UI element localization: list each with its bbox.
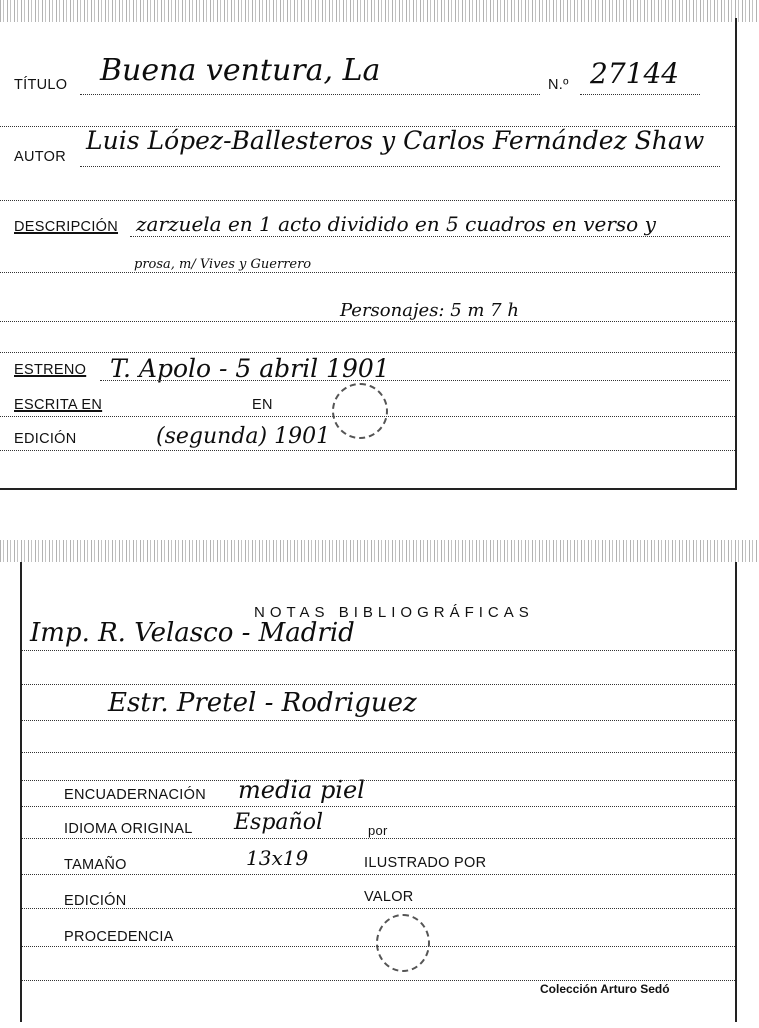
label-ilustrado-por: ILUSTRADO POR: [364, 855, 487, 871]
rule-idioma-original: [22, 838, 735, 839]
rule-procedencia: [22, 946, 735, 947]
rule-descripcion-1: [130, 236, 730, 237]
label-encuadernacion: ENCUADERNACIÓN: [64, 787, 206, 803]
heading-notas-bibliograficas: NOTAS BIBLIOGRÁFICAS: [254, 604, 534, 621]
handwritten-titulo: Buena ventura, La: [100, 53, 381, 88]
handwritten-tamano: 13x19: [246, 846, 309, 870]
handwritten-descripcion-line3: Personajes: 5 m 7 h: [340, 300, 519, 321]
label-tamano: TAMAÑO: [64, 857, 127, 873]
stamp-circle-back: [376, 914, 430, 972]
handwritten-descripcion-line1: zarzuela en 1 acto dividido en 5 cuadros en verso y: [136, 212, 656, 236]
label-por: por: [368, 823, 388, 838]
handwritten-numero: 27144: [590, 57, 680, 90]
catalog-card-back: [20, 562, 737, 1022]
label-descripcion: DESCRIPCIÓN: [14, 219, 119, 235]
label-edicion-back: EDICIÓN: [64, 893, 127, 909]
rule-nota-blank-2: [22, 752, 735, 753]
rule-estreno: [100, 380, 730, 381]
handwritten-nota-2: Estr. Pretel - Rodriguez: [108, 688, 417, 718]
handwritten-edicion-front: (segunda) 1901: [156, 424, 331, 449]
rule-encuadernacion: [22, 806, 735, 807]
rule-nota-blank-3: [22, 780, 735, 781]
label-procedencia: PROCEDENCIA: [64, 929, 174, 945]
handwritten-autor: Luis López-Ballesteros y Carlos Fernández Shaw: [86, 126, 705, 155]
rule-descripcion-2: [0, 272, 735, 273]
catalog-card-front: [0, 18, 737, 490]
label-en: EN: [252, 397, 273, 413]
rule-numero: [580, 94, 700, 95]
rule-edicion-back: [22, 908, 735, 909]
rule-titulo: [80, 94, 540, 95]
rule-descripcion-3: [0, 321, 735, 322]
handwritten-idioma-original: Español: [234, 810, 323, 835]
rule-tamano: [22, 874, 735, 875]
rule-blank-final: [22, 980, 735, 981]
handwritten-nota-1: Imp. R. Velasco - Madrid: [30, 618, 355, 648]
rule-blank-2: [0, 200, 735, 201]
label-edicion-front: EDICIÓN: [14, 431, 77, 447]
label-titulo: TÍTULO: [14, 77, 68, 93]
label-idioma-original: IDIOMA ORIGINAL: [64, 821, 193, 837]
rule-autor: [80, 166, 720, 167]
rule-edicion-front: [0, 450, 735, 451]
handwritten-estreno: T. Apolo - 5 abril 1901: [110, 354, 390, 383]
rule-nota-2: [22, 720, 735, 721]
label-numero: N.º: [548, 77, 569, 93]
label-valor: VALOR: [364, 889, 414, 905]
handwritten-descripcion-line2: prosa, m/ Vives y Guerrero: [134, 257, 312, 272]
label-estreno: ESTRENO: [14, 362, 87, 378]
handwritten-encuadernacion: media piel: [238, 776, 365, 804]
label-escrita-en: ESCRITA EN: [14, 397, 103, 413]
label-autor: AUTOR: [14, 149, 66, 165]
scan-edge-noise-middle: [0, 540, 759, 562]
stamp-circle-front: [332, 383, 388, 439]
rule-nota-blank-1: [22, 684, 735, 685]
rule-blank-3: [0, 352, 735, 353]
rule-nota-1: [22, 650, 735, 651]
collection-credit: Colección Arturo Sedó: [540, 982, 670, 996]
